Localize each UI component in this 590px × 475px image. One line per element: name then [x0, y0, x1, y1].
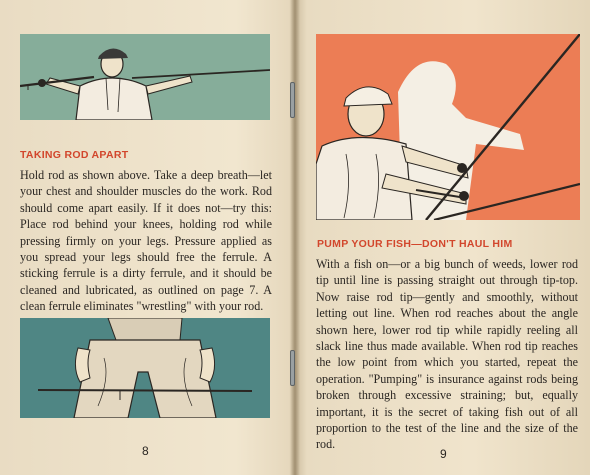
illustration-rod-behind-knees — [20, 318, 270, 418]
section-heading: TAKING ROD APART — [20, 149, 129, 161]
staple-bottom — [290, 350, 295, 386]
staple-top — [290, 82, 295, 118]
body-paragraph: Hold rod as shown above. Take a deep breath—let your chest and shoulder muscles do the work. Rod should come apart easily. If it does not—try this: Place rod behind your knees, holding rod while pressing firmly on your legs. Pressure applied as you spread your legs should free the ferrule. A sticking ferrule is a dirty ferrule, and it should be cleaned and lubricated, as outlined on page 7. A clean ferrule eliminates "wrestling" with your rod. — [20, 168, 272, 314]
right-page — [296, 0, 590, 475]
page-number: 8 — [142, 444, 149, 458]
illustration-pumping-fish — [316, 34, 580, 220]
illustration-rod-apart — [20, 34, 270, 120]
section-heading: PUMP YOUR FISH—DON'T HAUL HIM — [317, 238, 513, 250]
body-paragraph: With a fish on—or a big bunch of weeds, lower rod tip until line is passing straight out through tip-top. Now raise rod tip—gently and smoothly, without letting out line. When rod reaches about the angle shown here, lower rod tip while rapidly reeling all slack line thus made available. When rod tip reaches the low point from which you started, repeat the operation. "Pumping" is insurance against rods being broken through excessive straining; but, equally important, it is the secret of taking fish out of all proportion to the test of the line and the size of the rod. — [316, 257, 578, 452]
page-number: 9 — [440, 447, 447, 461]
left-page — [0, 0, 294, 475]
